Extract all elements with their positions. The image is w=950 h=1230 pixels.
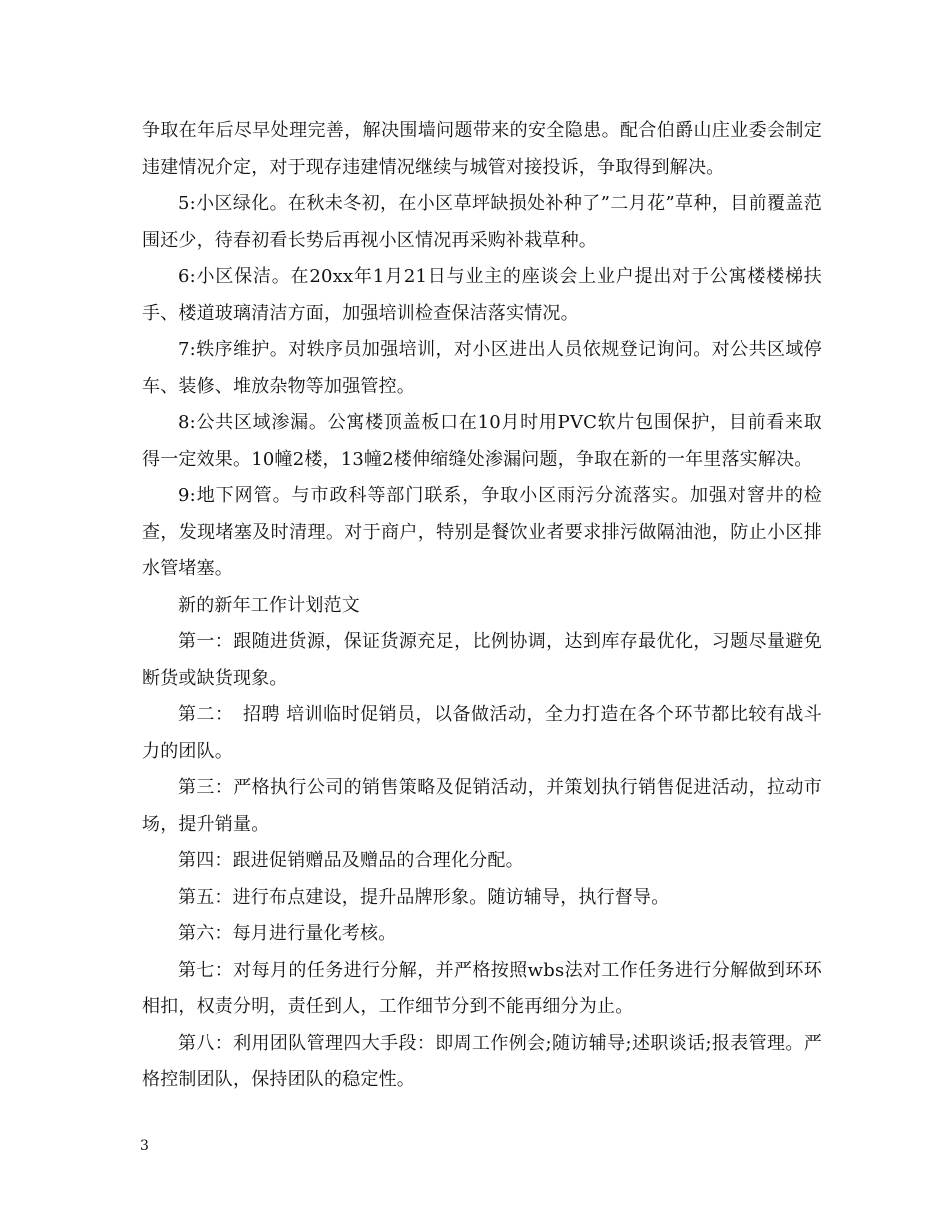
- paragraph-item-7: 第七：对每月的任务进行分解，并严格按照wbs法对工作任务进行分解做到环环相扣，权责分明，责任到人，工作细节分到不能再细分为止。: [142, 959, 822, 1017]
- paragraph-underground-pipes: 9:地下网管。与市政科等部门联系，争取小区雨污分流落实。加强对窨井的检查，发现堵塞及时清理。对于商户，特别是餐饮业者要求排污做隔油池，防止小区排水管堵塞。: [142, 485, 822, 579]
- page-number: 3: [140, 1138, 149, 1154]
- paragraph-item-5: 第五：进行布点建设，提升品牌形象。随访辅导，执行督导。: [178, 886, 670, 908]
- paragraph-item-4: 第四：跟进促销赠品及赠品的合理化分配。: [178, 850, 524, 871]
- paragraph-item-2: 第二： 招聘 培训临时促销员，以备做活动，全力打造在各个环节都比较有战斗力的团队。: [142, 704, 822, 762]
- paragraph-cleaning: 6:小区保洁。在20xx年1月21日与业主的座谈会上业户提出对于公寓楼楼梯扶手、楼道玻璃清洁方面，加强培训检查保洁落实情况。: [142, 266, 822, 324]
- paragraph-item-3: 第三：严格执行公司的销售策略及促销活动，并策划执行销售促进活动，拉动市场，提升销量。: [142, 777, 822, 835]
- section-heading: 新的新年工作计划范文: [178, 594, 360, 616]
- paragraph-item-8: 第八：利用团队管理四大手段：即周工作例会;随访辅导;述职谈话;报表管理。严格控制团队，保持团队的稳定性。: [142, 1032, 822, 1090]
- paragraph-item-1: 第一：跟随进货源，保证货源充足，比例协调，达到库存最优化，习题尽量避免断货或缺货现象。: [142, 631, 822, 689]
- paragraph-greening: 5:小区绿化。在秋未冬初，在小区草坪缺损处补种了”二月花”草种，目前覆盖范围还少，待春初看长势后再视小区情况再采购补栽草种。: [142, 193, 822, 251]
- paragraph-continuation: 争取在年后尽早处理完善，解决围墙问题带来的安全隐患。配合伯爵山庄业委会制定违建情况介定，对于现存违建情况继续与城管对接投诉，争取得到解决。: [142, 120, 822, 178]
- paragraph-order-maintenance: 7:轶序维护。对轶序员加强培训，对小区进出人员依规登记询问。对公共区域停车、装修、堆放杂物等加强管控。: [142, 339, 822, 397]
- paragraph-item-6: 第六：每月进行量化考核。: [178, 923, 397, 944]
- document-body: [142, 113, 822, 1099]
- paragraph-leakage: 8:公共区域渗漏。公寓楼顶盖板口在10月时用PVC软片包围保护，目前看来取得一定效果。10幢2楼，13幢2楼伸缩缝处渗漏问题，争取在新的一年里落实解决。: [142, 412, 822, 470]
